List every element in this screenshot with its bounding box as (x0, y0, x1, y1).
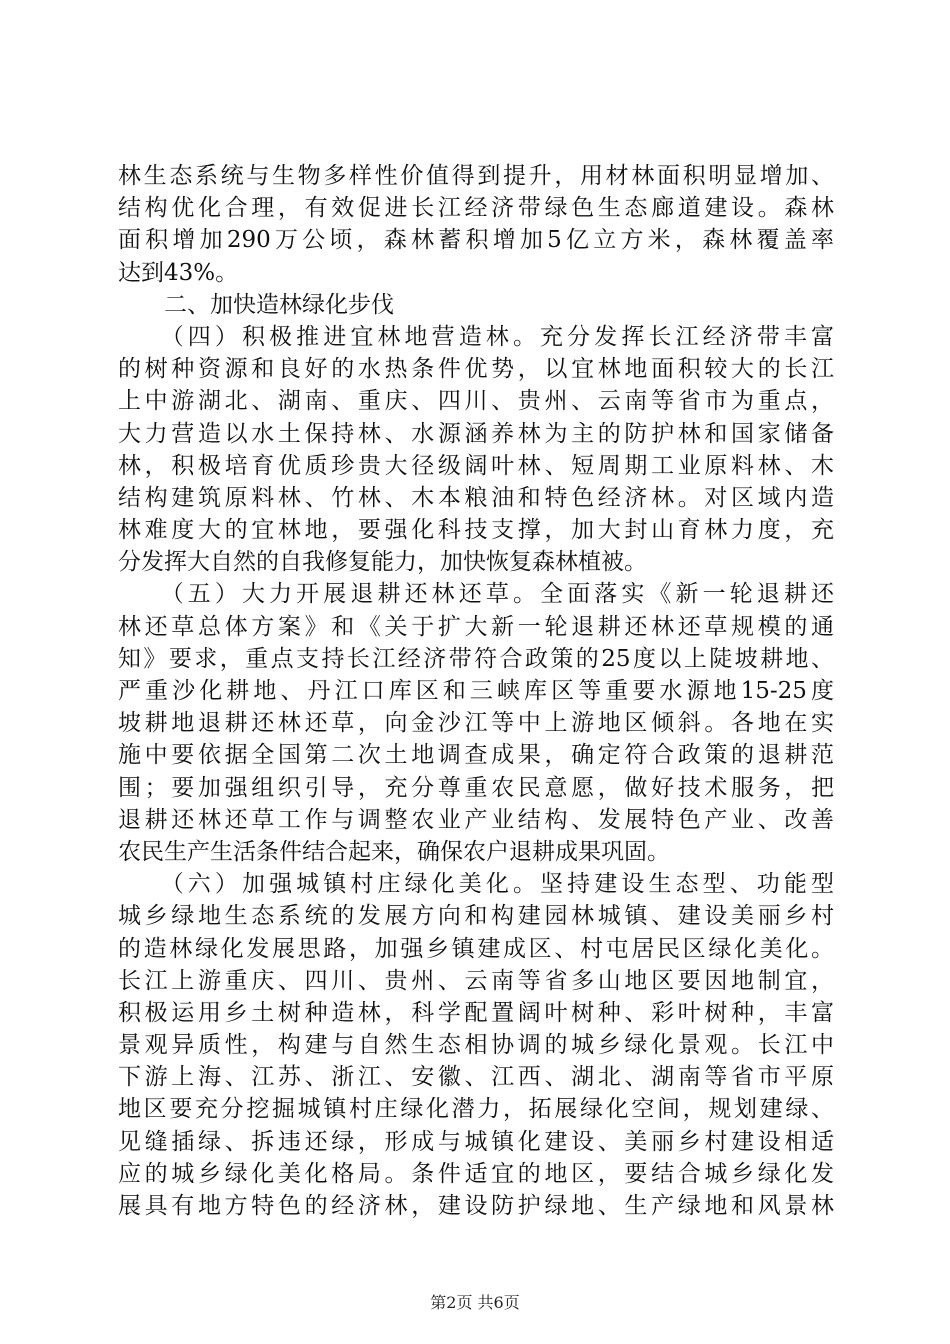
paragraph-line: 坡耕地退耕还林还草，向金沙江等中上游地区倾斜。各地在实 (118, 710, 834, 737)
paragraph-line: 上中游湖北、湖南、重庆、四川、贵州、云南等省市为重点， (118, 388, 834, 415)
body-text (118, 160, 834, 1222)
paragraph-line: 下游上海、江苏、浙江、安徽、江西、湖北、湖南等省市平原 (118, 1064, 834, 1091)
paragraph-line: 分发挥大自然的自我修复能力，加快恢复森林植被。 (118, 549, 647, 576)
paragraph-line: 严重沙化耕地、丹江口库区和三峡库区等重要水源地15-25度 (118, 678, 834, 704)
paragraph-line: 施中要依据全国第二次土地调查成果，确定符合政策的退耕范 (118, 742, 834, 769)
paragraph-line: 农民生产生活条件结合起来，确保农户退耕成果巩固。 (118, 838, 670, 865)
paragraph-line: 应的城乡绿化美化格局。条件适宜的地区，要结合城乡绿化发 (118, 1160, 834, 1187)
paragraph-line: 结构建筑原料林、竹林、木本粮油和特色经济林。对区域内造 (118, 484, 834, 511)
paragraph-line: 城乡绿地生态系统的发展方向和构建园林城镇、建设美丽乡村 (118, 903, 834, 930)
paragraph-line: 积极运用乡土树种造林，科学配置阔叶树种、彩叶树种，丰富 (118, 999, 834, 1026)
paragraph-line: 大力营造以水土保持林、水源涵养林为主的防护林和国家储备 (118, 420, 834, 447)
paragraph-line: 林，积极培育优质珍贵大径级阔叶林、短周期工业原料林、木 (118, 452, 834, 479)
paragraph-line: 围；要加强组织引导，充分尊重农民意愿，做好技术服务，把 (118, 774, 834, 801)
paragraph-line: （五）大力开展退耕还林还草。全面落实《新一轮退耕还 (118, 581, 834, 608)
section-heading: 二、加快造林绿化步伐 (118, 291, 394, 318)
paragraph-line: 景观异质性，构建与自然生态相协调的城乡绿化景观。长江中 (118, 1032, 834, 1059)
paragraph-line: 林还草总体方案》和《关于扩大新一轮退耕还林还草规模的通 (118, 613, 834, 640)
paragraph-line: 结构优化合理，有效促进长江经济带绿色生态廊道建设。森林 (118, 195, 834, 222)
paragraph-line: 的树种资源和良好的水热条件优势，以宜林地面积较大的长江 (118, 356, 834, 383)
paragraph-line: （六）加强城镇村庄绿化美化。坚持建设生态型、功能型 (118, 871, 834, 898)
paragraph-line: 面积增加290万公顷，森林蓄积增加5亿立方米，森林覆盖率 (118, 227, 834, 254)
paragraph-line: 的造林绿化发展思路，加强乡镇建成区、村屯居民区绿化美化。 (118, 935, 834, 962)
paragraph-line: 知》要求，重点支持长江经济带符合政策的25度以上陡坡耕地、 (118, 645, 834, 672)
page-footer: 第2页 共6页 (430, 1293, 520, 1312)
paragraph-line: 林难度大的宜林地，要强化科技支撑，加大封山育林力度，充 (118, 517, 834, 544)
paragraph-line: （四）积极推进宜林地营造林。充分发挥长江经济带丰富 (118, 323, 834, 350)
paragraph-line: 退耕还林还草工作与调整农业产业结构、发展特色产业、改善 (118, 806, 834, 833)
paragraph-line: 达到43%。 (118, 259, 239, 286)
paragraph-line: 长江上游重庆、四川、贵州、云南等省多山地区要因地制宜， (118, 967, 834, 994)
paragraph-line: 林生态系统与生物多样性价值得到提升，用材林面积明显增加、 (118, 163, 834, 189)
paragraph-line: 展具有地方特色的经济林，建设防护绿地、生产绿地和风景林 (118, 1193, 834, 1219)
paragraph-line: 见缝插绿、拆违还绿，形成与城镇化建设、美丽乡村建设相适 (118, 1128, 834, 1155)
paragraph-line: 地区要充分挖掘城镇村庄绿化潜力，拓展绿化空间，规划建绿、 (118, 1096, 834, 1123)
